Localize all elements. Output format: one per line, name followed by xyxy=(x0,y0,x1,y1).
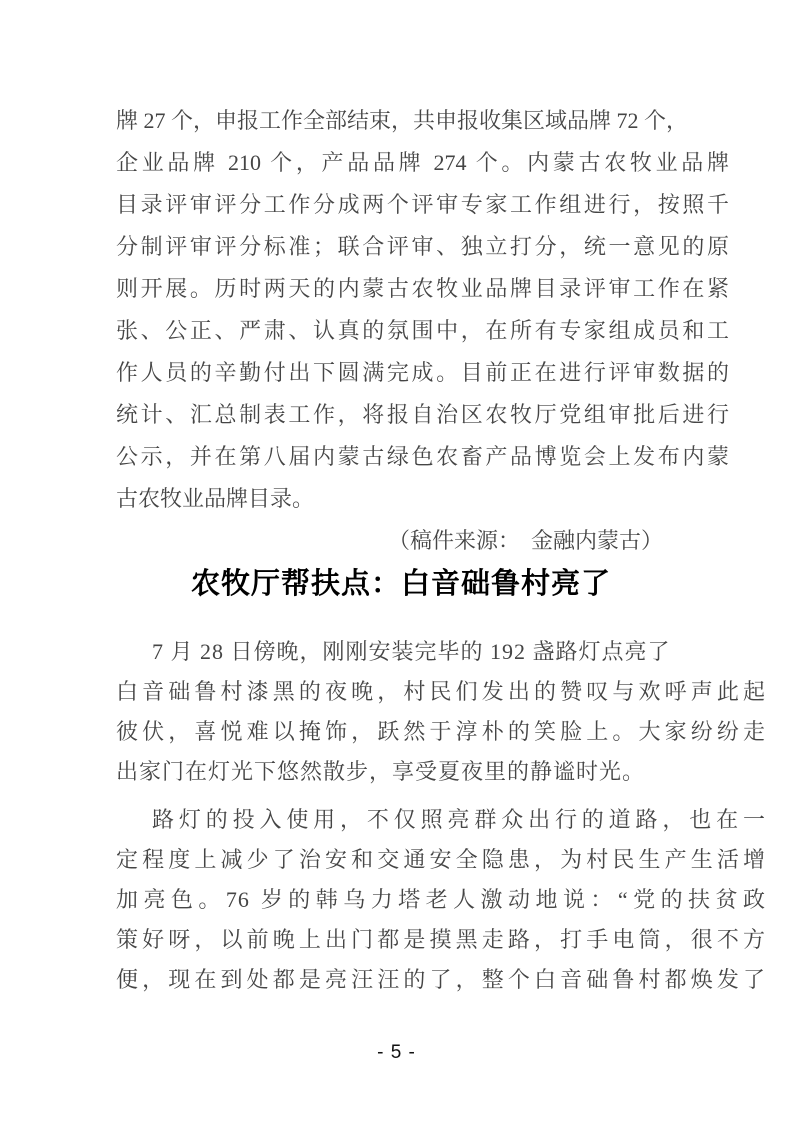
body-text-line: 企业品牌 210 个，产品品牌 274 个。内蒙古农牧业品牌 xyxy=(116,150,729,175)
body-text-line: 加亮色。76 岁的韩乌力塔老人激动地说：“党的扶贫政 xyxy=(116,887,766,912)
body-text-line: 分制评审评分标准；联合评审、独立打分，统一意见的原 xyxy=(116,234,729,259)
body-text-line: 目录评审评分工作分成两个评审专家工作组进行，按照千 xyxy=(116,192,729,217)
article-title: 农牧厅帮扶点：白音础鲁村亮了 xyxy=(190,568,611,600)
body-text-line: 路灯的投入使用，不仅照亮群众出行的道路，也在一 xyxy=(152,807,766,832)
body-text-line: 公示，并在第八届内蒙古绿色农畜产品博览会上发布内蒙 xyxy=(116,444,729,469)
source-note: （稿件来源： 金融内蒙古） xyxy=(387,528,663,553)
body-text-line: 定程度上减少了治安和交通安全隐患，为村民生产生活增 xyxy=(116,847,766,872)
article-village-lights-section xyxy=(116,632,766,1000)
page-content xyxy=(116,100,766,1000)
body-text-line: 牌 27 个，申报工作全部结束，共申报收集区域品牌 72 个， xyxy=(116,108,689,133)
page-number: - 5 - xyxy=(377,1042,416,1063)
body-text-line: 统计、汇总制表工作，将报自治区农牧厅党组审批后进行 xyxy=(116,402,729,427)
body-text-line: 出家门在灯光下悠然散步，享受夏夜里的静谧时光。 xyxy=(116,759,646,784)
paragraph-street-lights xyxy=(116,632,766,792)
paragraph-brand-review xyxy=(116,100,729,520)
body-text-line: 则开展。历时两天的内蒙古农牧业品牌目录评审工作在紧 xyxy=(116,276,729,301)
paragraph-villager-quote xyxy=(116,800,766,1000)
body-text-line: 作人员的辛勤付出下圆满完成。目前正在进行评审数据的 xyxy=(116,360,729,385)
body-text-line: 古农牧业品牌目录。 xyxy=(116,486,315,511)
body-text-line: 彼伏，喜悦难以掩饰，跃然于淳朴的笑脸上。大家纷纷走 xyxy=(116,719,766,744)
body-text-line: 策好呀，以前晚上出门都是摸黑走路，打手电筒，很不方 xyxy=(116,927,766,952)
body-text-line: 白音础鲁村漆黑的夜晚，村民们发出的赞叹与欢呼声此起 xyxy=(116,679,766,704)
article-brand-review-section xyxy=(116,100,729,562)
body-text-line: 张、公正、严肃、认真的氛围中，在所有专家组成员和工 xyxy=(116,318,729,343)
body-text-line: 7 月 28 日傍晚，刚刚安装完毕的 192 盏路灯点亮了 xyxy=(152,639,671,664)
body-text-line: 便，现在到处都是亮汪汪的了，整个白音础鲁村都焕发了 xyxy=(116,967,766,992)
